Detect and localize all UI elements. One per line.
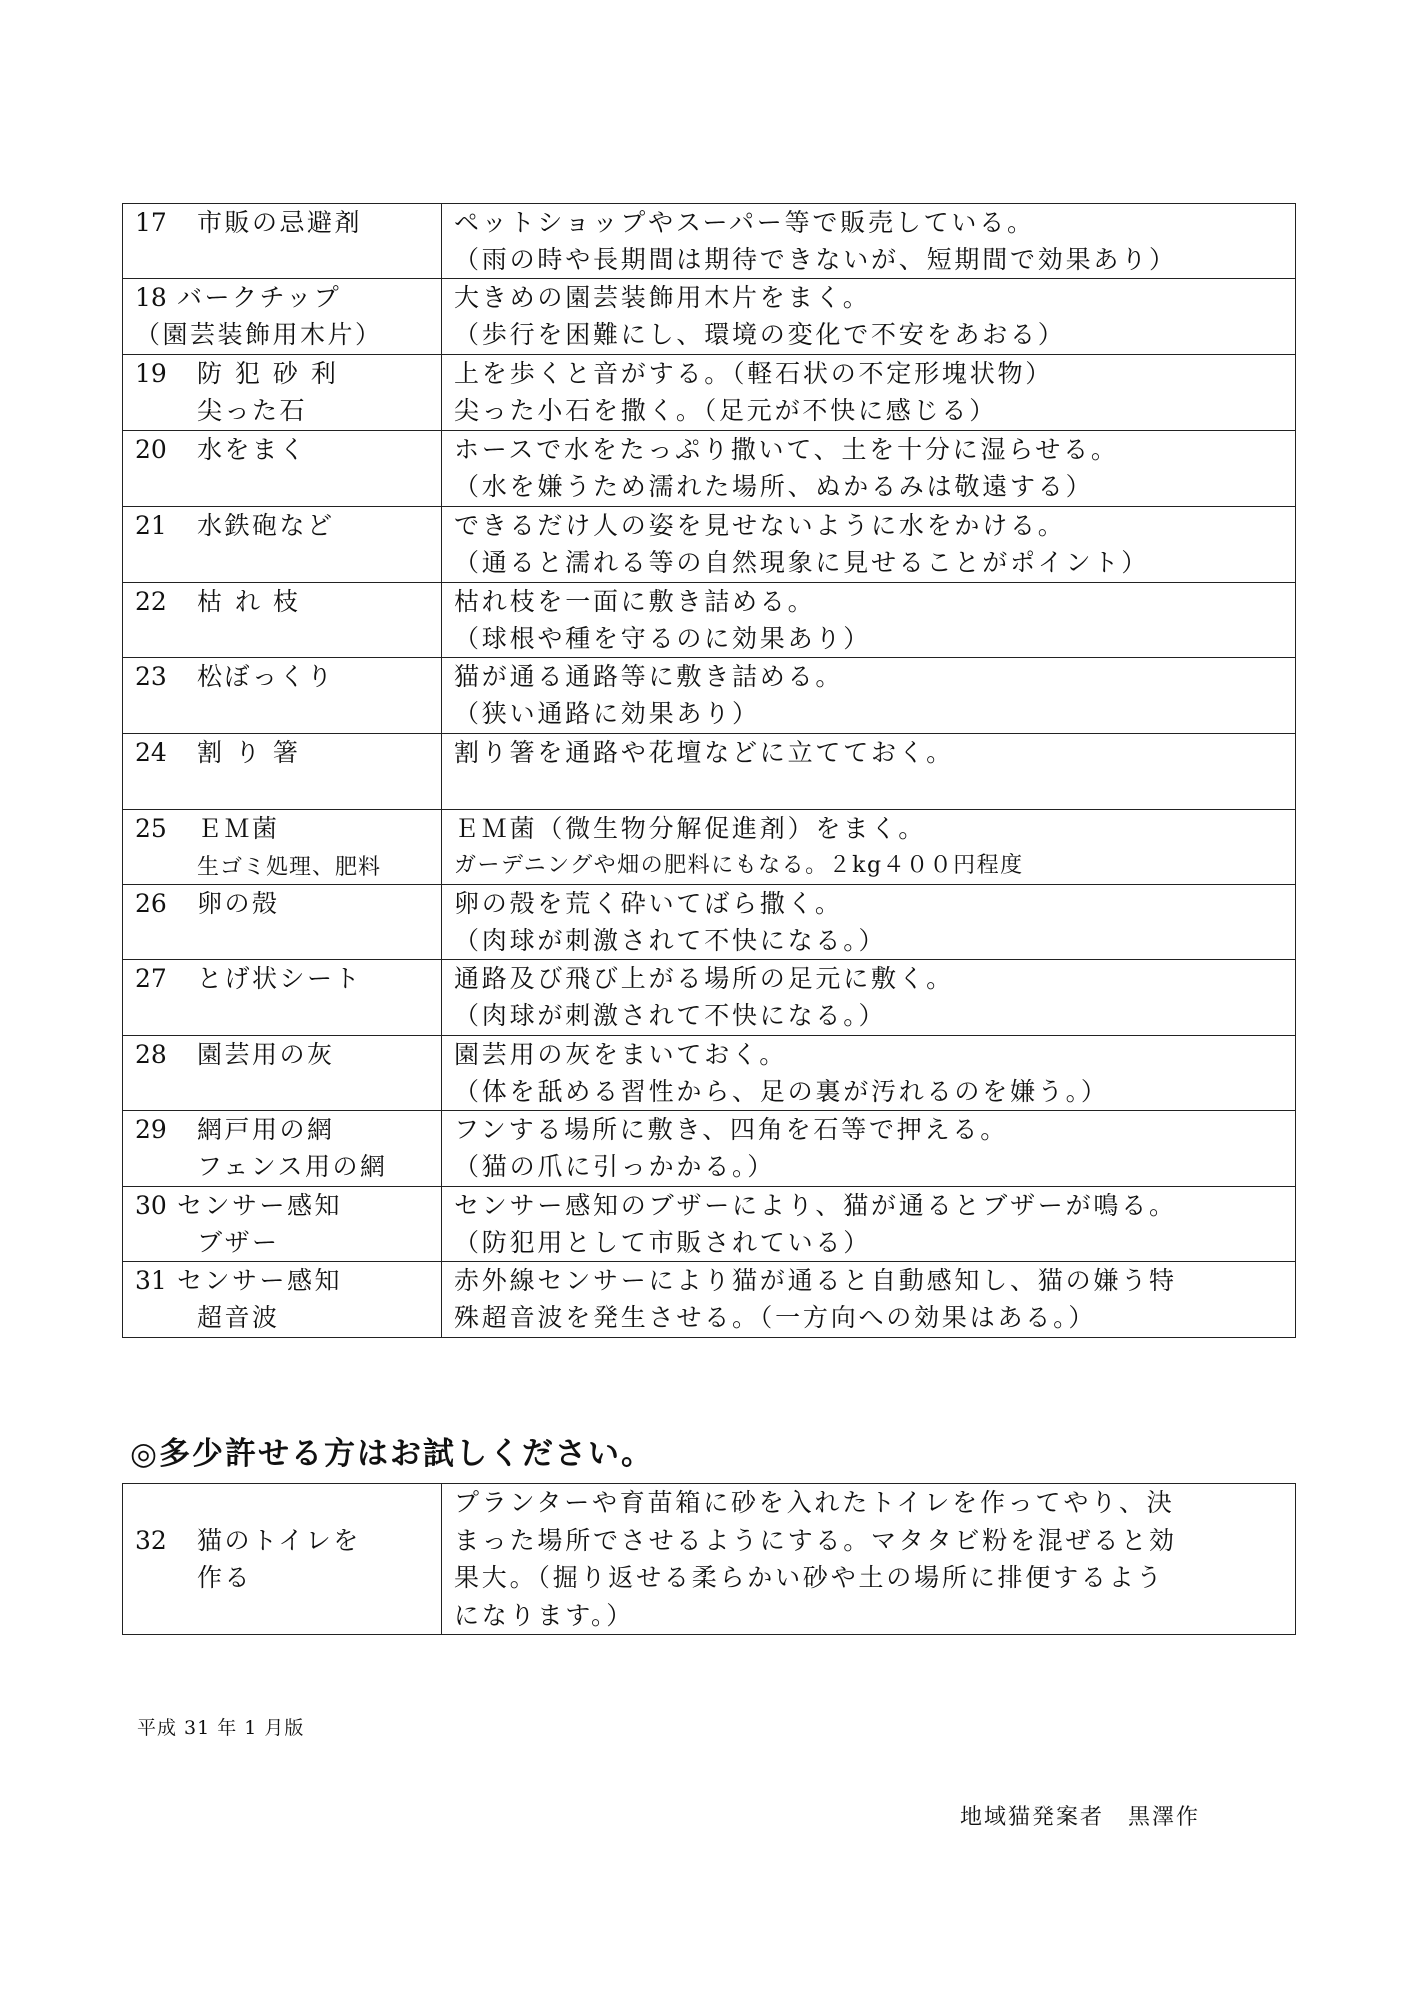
description-line: （球根や種を守るのに効果あり） bbox=[454, 624, 872, 653]
description-cell bbox=[442, 658, 1296, 734]
item-line bbox=[123, 620, 441, 657]
item-line bbox=[123, 355, 441, 392]
item-line bbox=[123, 658, 441, 695]
item-line bbox=[123, 279, 441, 316]
item-cell bbox=[123, 355, 442, 431]
table-row bbox=[123, 1111, 1296, 1187]
description-line: （歩行を困難にし、環境の変化で不安をあおる） bbox=[454, 320, 1066, 349]
item-line bbox=[123, 1036, 441, 1073]
item-number: 27 bbox=[135, 964, 167, 993]
item-name: 猫のトイレを bbox=[197, 1526, 361, 1555]
description-line: （狭い通路に効果あり） bbox=[454, 699, 760, 728]
item-name: 割 り 箸 bbox=[197, 738, 301, 767]
description-line: 通路及び飛び上がる場所の足元に敷く。 bbox=[454, 964, 954, 993]
item-number: 32 bbox=[135, 1526, 167, 1555]
description-line: 上を歩くと音がする。（軽石状の不定形塊状物） bbox=[454, 359, 1054, 388]
description-line: （肉球が刺激されて不快になる。） bbox=[454, 1001, 887, 1030]
item-name: センサー感知 bbox=[177, 1191, 343, 1220]
item-line bbox=[123, 1299, 441, 1336]
item-line bbox=[123, 431, 441, 468]
description-line: （雨の時や長期間は期待できないが、短期間で効果あり） bbox=[454, 245, 1177, 274]
author-credit: 地域猫発案者 黒澤作 bbox=[960, 1805, 1201, 1830]
description-line: 尖った小石を撒く。（足元が不快に感じる） bbox=[454, 396, 998, 425]
description-cell bbox=[442, 1187, 1296, 1262]
description-line: （肉球が刺激されて不快になる。） bbox=[454, 926, 887, 955]
item-name: 園芸用の灰 bbox=[197, 1040, 335, 1069]
item-subname: 超音波 bbox=[197, 1303, 280, 1332]
item-cell bbox=[123, 810, 442, 885]
description-cell bbox=[442, 204, 1296, 279]
description-cell bbox=[442, 1036, 1296, 1111]
item-number: 30 bbox=[135, 1191, 167, 1220]
description-line: （体を舐める習性から、足の裏が汚れるのを嫌う。） bbox=[454, 1077, 1109, 1106]
item-cell bbox=[123, 431, 442, 507]
item-cell bbox=[123, 1036, 442, 1111]
item-number: 29 bbox=[135, 1115, 167, 1144]
description-line: プランターや育苗箱に砂を入れたトイレを作ってやり、決 bbox=[454, 1488, 1175, 1517]
item-cell bbox=[123, 658, 442, 734]
item-line bbox=[123, 1187, 441, 1224]
description-cell bbox=[442, 583, 1296, 658]
table-row bbox=[123, 810, 1296, 885]
item-cell bbox=[123, 734, 442, 810]
item-line bbox=[123, 922, 441, 959]
table-row bbox=[123, 279, 1296, 355]
item-name: 卵の殻 bbox=[197, 889, 280, 918]
table-row bbox=[123, 1187, 1296, 1262]
item-line bbox=[123, 507, 441, 544]
item-line bbox=[123, 1148, 441, 1185]
description-cell bbox=[442, 810, 1296, 885]
trial-table bbox=[122, 1483, 1296, 1635]
description-cell bbox=[442, 431, 1296, 507]
item-line bbox=[123, 1073, 441, 1110]
item-line bbox=[123, 695, 441, 732]
item-line bbox=[123, 544, 441, 581]
description-line: できるだけ人の姿を見せないように水をかける。 bbox=[454, 511, 1066, 540]
item-line bbox=[123, 316, 441, 353]
table-row bbox=[123, 1484, 1296, 1635]
description-line bbox=[442, 771, 1295, 808]
table-row bbox=[123, 507, 1296, 583]
description-line: 殊超音波を発生させる。（一方向への効果はある。） bbox=[454, 1303, 1097, 1332]
item-cell bbox=[123, 885, 442, 960]
item-number: 22 bbox=[135, 587, 167, 616]
item-name: 市販の忌避剤 bbox=[197, 208, 363, 237]
item-line bbox=[123, 392, 441, 429]
description-cell bbox=[442, 279, 1296, 355]
item-number: 28 bbox=[135, 1040, 167, 1069]
item-number: 20 bbox=[135, 435, 167, 464]
item-subname: 作る bbox=[197, 1563, 253, 1592]
item-subname: 尖った石 bbox=[197, 396, 308, 425]
description-line: ガーデニングや畑の肥料にもなる。２kg４００円程度 bbox=[454, 853, 1024, 878]
description-cell bbox=[442, 960, 1296, 1036]
item-cell bbox=[123, 1187, 442, 1262]
description-line: まった場所でさせるようにする。マタタビ粉を混ぜると効 bbox=[454, 1525, 1177, 1555]
item-line bbox=[123, 771, 441, 808]
table-row bbox=[123, 1036, 1296, 1111]
item-line bbox=[123, 847, 441, 884]
item-cell bbox=[123, 279, 442, 355]
description-line: ペットショップやスーパー等で販売している。 bbox=[454, 208, 1035, 237]
item-number: 17 bbox=[135, 208, 167, 237]
table-row bbox=[123, 431, 1296, 507]
description-cell bbox=[442, 1484, 1296, 1635]
table-row bbox=[123, 204, 1296, 279]
description-line: 猫が通る通路等に敷き詰める。 bbox=[454, 662, 844, 691]
item-name: ＥＭ菌 bbox=[197, 814, 280, 843]
item-subname: フェンス用の網 bbox=[197, 1152, 388, 1181]
item-line bbox=[123, 1224, 441, 1261]
description-cell bbox=[442, 885, 1296, 960]
item-name: 水鉄砲など bbox=[197, 511, 335, 540]
description-line: （通ると濡れる等の自然現象に見せることがポイント） bbox=[454, 548, 1150, 577]
description-line: 園芸用の灰をまいておく。 bbox=[454, 1040, 788, 1069]
item-cell bbox=[123, 204, 442, 279]
item-name: センサー感知 bbox=[177, 1266, 343, 1295]
description-line: 赤外線センサーにより猫が通ると自動感知し、猫の嫌う特 bbox=[454, 1266, 1177, 1295]
description-line: になります。） bbox=[454, 1600, 635, 1630]
table-row bbox=[123, 734, 1296, 810]
item-line bbox=[123, 1111, 441, 1148]
item-number: 26 bbox=[135, 889, 167, 918]
description-line: フンする場所に敷き、四角を石等で押える。 bbox=[454, 1115, 1009, 1144]
description-line: 大きめの園芸装飾用木片をまく。 bbox=[454, 283, 871, 312]
description-cell bbox=[442, 355, 1296, 431]
item-cell bbox=[123, 960, 442, 1036]
section-heading: ◎多少許せる方はお試しください。 bbox=[130, 1436, 655, 1472]
item-number: 19 bbox=[135, 359, 167, 388]
description-cell bbox=[442, 507, 1296, 583]
item-name: 水をまく bbox=[197, 435, 308, 464]
item-number: 31 bbox=[135, 1266, 167, 1295]
item-line bbox=[123, 204, 441, 241]
item-line bbox=[123, 734, 441, 771]
description-cell bbox=[442, 1262, 1296, 1338]
edition-note: 平成 31 年 1 月版 bbox=[137, 1717, 305, 1739]
item-line bbox=[123, 468, 441, 505]
countermeasure-table bbox=[122, 203, 1296, 1338]
description-line: ホースで水をたっぷり撒いて、土を十分に湿らせる。 bbox=[454, 435, 1119, 464]
description-cell bbox=[442, 734, 1296, 810]
description-line: 枯れ枝を一面に敷き詰める。 bbox=[454, 587, 816, 616]
item-subname: （園芸装飾用木片） bbox=[135, 320, 383, 349]
description-line: （防犯用として市販されている） bbox=[454, 1228, 872, 1257]
item-subname: 生ゴミ処理、肥料 bbox=[197, 855, 382, 880]
item-cell bbox=[123, 1262, 442, 1338]
description-line: （猫の爪に引っかかる。） bbox=[454, 1152, 776, 1181]
item-name: 網戸用の網 bbox=[197, 1115, 335, 1144]
table-row bbox=[123, 1262, 1296, 1338]
item-line bbox=[123, 1522, 441, 1559]
table-row bbox=[123, 355, 1296, 431]
item-name: 松ぼっくり bbox=[197, 662, 335, 691]
item-subname: ブザー bbox=[197, 1228, 280, 1257]
item-line bbox=[123, 885, 441, 922]
description-line: 割り箸を通路や花壇などに立てておく。 bbox=[454, 738, 954, 767]
item-number: 24 bbox=[135, 738, 167, 767]
description-line: 卵の殻を荒く砕いてばら撒く。 bbox=[454, 889, 843, 918]
table-row bbox=[123, 960, 1296, 1036]
item-number: 25 bbox=[135, 814, 167, 843]
item-name: とげ状シート bbox=[197, 964, 363, 993]
item-name: バークチップ bbox=[177, 283, 342, 312]
table-row bbox=[123, 658, 1296, 734]
description-line: 果大。（掘り返せる柔らかい砂や土の場所に排便するよう bbox=[454, 1563, 1165, 1592]
table-row bbox=[123, 885, 1296, 960]
item-cell bbox=[123, 583, 442, 658]
item-line bbox=[123, 997, 441, 1034]
item-name: 防 犯 砂 利 bbox=[197, 359, 339, 388]
item-number: 21 bbox=[135, 511, 167, 540]
item-cell bbox=[123, 1111, 442, 1187]
item-line bbox=[123, 241, 441, 278]
item-number: 23 bbox=[135, 662, 167, 691]
item-line bbox=[123, 1262, 441, 1299]
item-name: 枯 れ 枝 bbox=[197, 587, 301, 616]
table-row bbox=[123, 583, 1296, 658]
item-cell bbox=[123, 507, 442, 583]
item-line bbox=[123, 960, 441, 997]
item-line bbox=[123, 583, 441, 620]
description-line: （水を嫌うため濡れた場所、ぬかるみは敬遠する） bbox=[454, 472, 1094, 501]
item-cell bbox=[123, 1484, 442, 1635]
item-number: 18 bbox=[135, 283, 167, 312]
description-line: ＥＭ菌（微生物分解促進剤）をまく。 bbox=[454, 814, 927, 843]
item-line bbox=[123, 1559, 441, 1596]
description-cell bbox=[442, 1111, 1296, 1187]
item-line bbox=[123, 810, 441, 847]
description-line: センサー感知のブザーにより、猫が通るとブザーが鳴る。 bbox=[454, 1191, 1177, 1220]
